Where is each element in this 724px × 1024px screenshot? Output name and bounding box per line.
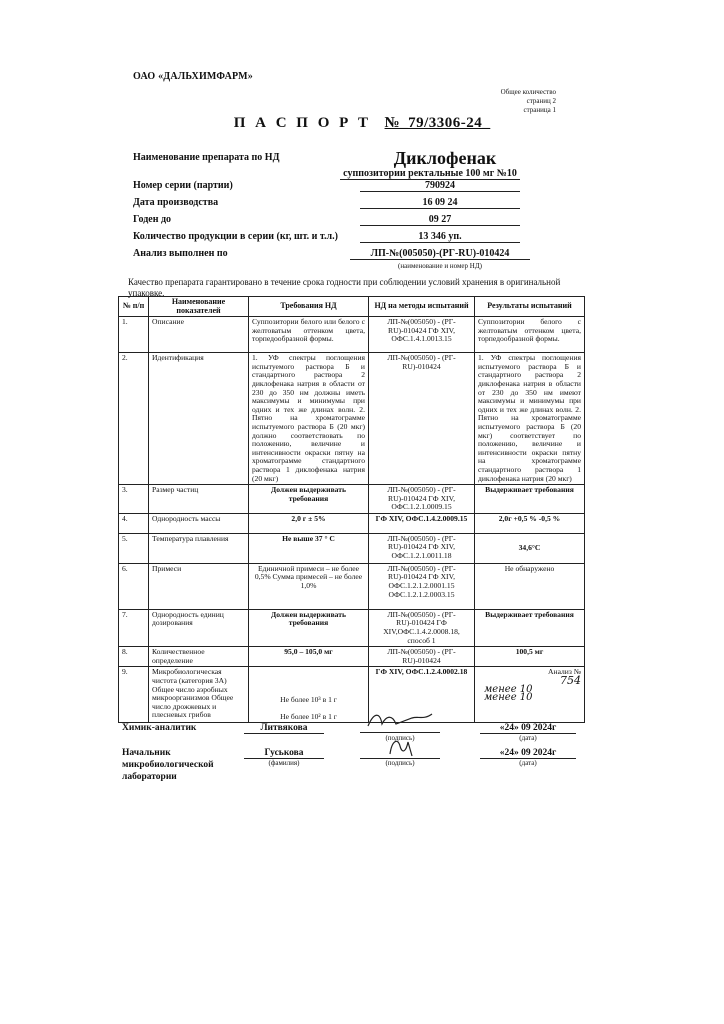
row-name: Однородность массы [149,513,249,533]
row-method: ЛП-№(005050) - (РГ-RU)-010424 ГФ XIV, ОФС.1.2.1.2.0001.15 ОФС.1.2.1.2.0003.15 [369,563,475,609]
header-name: Наименование показателей [149,297,249,317]
table-row [119,647,585,667]
row-result: 100,5 мг [475,647,585,667]
req-fungi: Не более 10² в 1 г [280,711,337,721]
table-row [119,317,585,353]
row-method: ЛП-№(005050) - (РГ-RU)-010424 ГФ XIV, ОФС.1.2.1.0011.18 [369,533,475,563]
row-req: Должен выдерживать требования [249,485,369,514]
analysis-number-label: Анализ № [548,667,581,677]
head-signature-caption: (подпись) [385,759,415,767]
table-row [119,609,585,646]
drug-name: Диклофенак [393,148,497,168]
page-info [478,88,556,115]
company-name: ОАО «ДАЛЬХИМФАРМ» [133,71,253,82]
analysis-label: Анализ выполнен по [133,248,228,259]
row-req: 2,0 г ± 5% [249,513,369,533]
table-row [119,533,585,563]
head-name: Гуськова [244,748,324,759]
chemist-label: Химик-аналитик [122,723,197,733]
row-method: ЛП-№(005050) - (РГ-RU)-010424 [369,353,475,485]
head-date-caption: (дата) [519,759,537,767]
page-number: страница 1 [523,106,556,114]
row-result: 2,0г +0,5 % -0,5 % [475,513,585,533]
chemist-date: «24» 09 2024г [480,723,576,734]
row-result: 1. УФ спектры поглощения испытуемого раствора Б и стандартного раствора 2 диклофенака натрия в области от 230 до 350 нм имеют максимумы и минимумы при одних и тех же длинах волн. 2. Пятно на хроматограмме испытуемого раствора Б (20 мкг) соответствует по положению, величине и интенсивности окраски пятну на хроматограмме стандартного раствора 1 диклофенака натрия (20 мкг) [475,353,585,485]
analysis-caption: (наименование и номер НД) [398,262,482,270]
row-name: Микробиологическая чистота (категория 3А) Общее число аэробных микроорганизмов Общее число дрожжевых и плесневых грибов [149,667,249,723]
table-row [119,563,585,609]
header-req: Требования НД [249,297,369,317]
row-name: Идентификация [149,353,249,485]
passport-number: №_79/3306-24_ [384,115,491,131]
chemist-signature [360,708,440,733]
row-num: 4. [119,513,149,533]
quantity-label: Количество продукции в серии (кг, шт. и т.л.) [133,231,338,242]
row-name: Однородность единиц дозирования [149,609,249,646]
row-result: 34,6°С [475,533,585,563]
row-name: Размер частиц [149,485,249,514]
row-name: Количественное определение [149,647,249,667]
table-row [119,485,585,514]
analysis-number: 754 [560,674,581,688]
row-num: 9. [119,667,149,723]
production-date-value: 16 09 24 [360,197,520,209]
table-row [119,667,585,723]
analysis-value: ЛП-№(005050)-(РГ-RU)-010424 [350,248,530,260]
row-req: Суппозитории белого или белого с желтоватым оттенком цвета, торпедообразной формы. [249,317,369,353]
results-table [118,296,585,723]
row-result: Выдерживает требования [475,485,585,514]
row-num: 5. [119,533,149,563]
drug-form: суппозитории ректальные 100 мг №10 [340,168,520,180]
row-result: Не обнаружено [475,563,585,609]
expiry-label: Годен до [133,214,172,225]
table-row [119,513,585,533]
chemist-signature-caption: (подпись) [385,734,415,742]
series-label: Номер серии (партии) [133,180,233,191]
row-req: Единичной примеси – не более 0,5% Сумма примесей – не более 1,0% [249,563,369,609]
row-name: Температура плавления [149,533,249,563]
head-name-caption: (фамилия) [268,759,300,767]
table-row [119,353,585,485]
row-num: 2. [119,353,149,485]
total-pages: Общее количество страниц 2 [500,88,556,105]
header-method: НД на методы испытаний [369,297,475,317]
head-label: Начальник микробиологической лаборатории [122,748,214,782]
row-num: 1. [119,317,149,353]
result-aerobic: менее 10 [484,683,533,695]
passport-title [0,115,724,132]
head-signature [360,734,440,759]
row-method: ЛП-№(005050) - (РГ-RU)-010424 ГФ XIV,ОФС.1.4.2.0008.18, способ 1 [369,609,475,646]
quantity-value: 13 346 уп. [360,231,520,243]
row-req: Не выше 37 ° С [249,533,369,563]
expiry-value: 09 27 [360,214,520,226]
req-aerobic: Не более 10³ в 1 г [280,695,337,705]
row-name: Примеси [149,563,249,609]
row-method: ЛП-№(005050) - (РГ-RU)-010424 [369,647,475,667]
row-num: 7. [119,609,149,646]
row-num: 3. [119,485,149,514]
table-header-row [119,297,585,317]
row-result: Суппозитории белого с желтоватым оттенком цвета, торпедообразной формы. [475,317,585,353]
row-method: ЛП-№(005050) - (РГ-RU)-010424 ГФ XIV, ОФС.1.2.1.0009.15 [369,485,475,514]
row-req: 95,0 – 105,0 мг [249,647,369,667]
production-date-label: Дата производства [133,197,219,208]
row-result [475,667,585,723]
row-req [249,667,369,723]
head-date: «24» 09 2024г [480,748,576,759]
row-name: Описание [149,317,249,353]
row-method: ГФ XIV, ОФС.1.4.2.0009.15 [369,513,475,533]
chemist-signature-stroke-icon [360,708,440,732]
drug-label: Наименование препарата по НД [133,152,280,163]
header-result: Результаты испытаний [475,297,585,317]
result-fungi: менее 10 [484,692,533,704]
row-num: 6. [119,563,149,609]
quality-note: Качество препарата гарантировано в течение срока годности при соблюдении условий хранения в оригинальной упаковке. [128,277,561,298]
series-value: 790924 [360,180,520,192]
head-signature-stroke-icon [360,734,440,758]
header-num: № п/п [119,297,149,317]
row-num: 8. [119,647,149,667]
row-result: Выдерживает требования [475,609,585,646]
chemist-name: Литвякова [244,723,324,734]
row-req: 1. УФ спектры поглощения испытуемого раствора Б и стандартного раствора 2 диклофенака натрия в области от 230 до 350 нм должны иметь максимумы и минимумы при одних и тех же длинах волн. 2. Пятно на хроматограмме испытуемого раствора Б (20 мкг) должно соответствовать по положению, величине и интенсивности окраски пятну на хроматограмме стандартного раствора 1 диклофенака натрия (20 мкг) [249,353,369,485]
chemist-date-caption: (дата) [519,734,537,742]
row-method: ЛП-№(005050) - (РГ-RU)-010424 ГФ XIV, ОФС.1.4.1.0013.15 [369,317,475,353]
title-label: П А С П О Р Т [233,115,372,131]
row-req: Должен выдерживать требования [249,609,369,646]
row-method: ГФ XIV, ОФС.1.2.4.0002.18 [369,667,475,723]
